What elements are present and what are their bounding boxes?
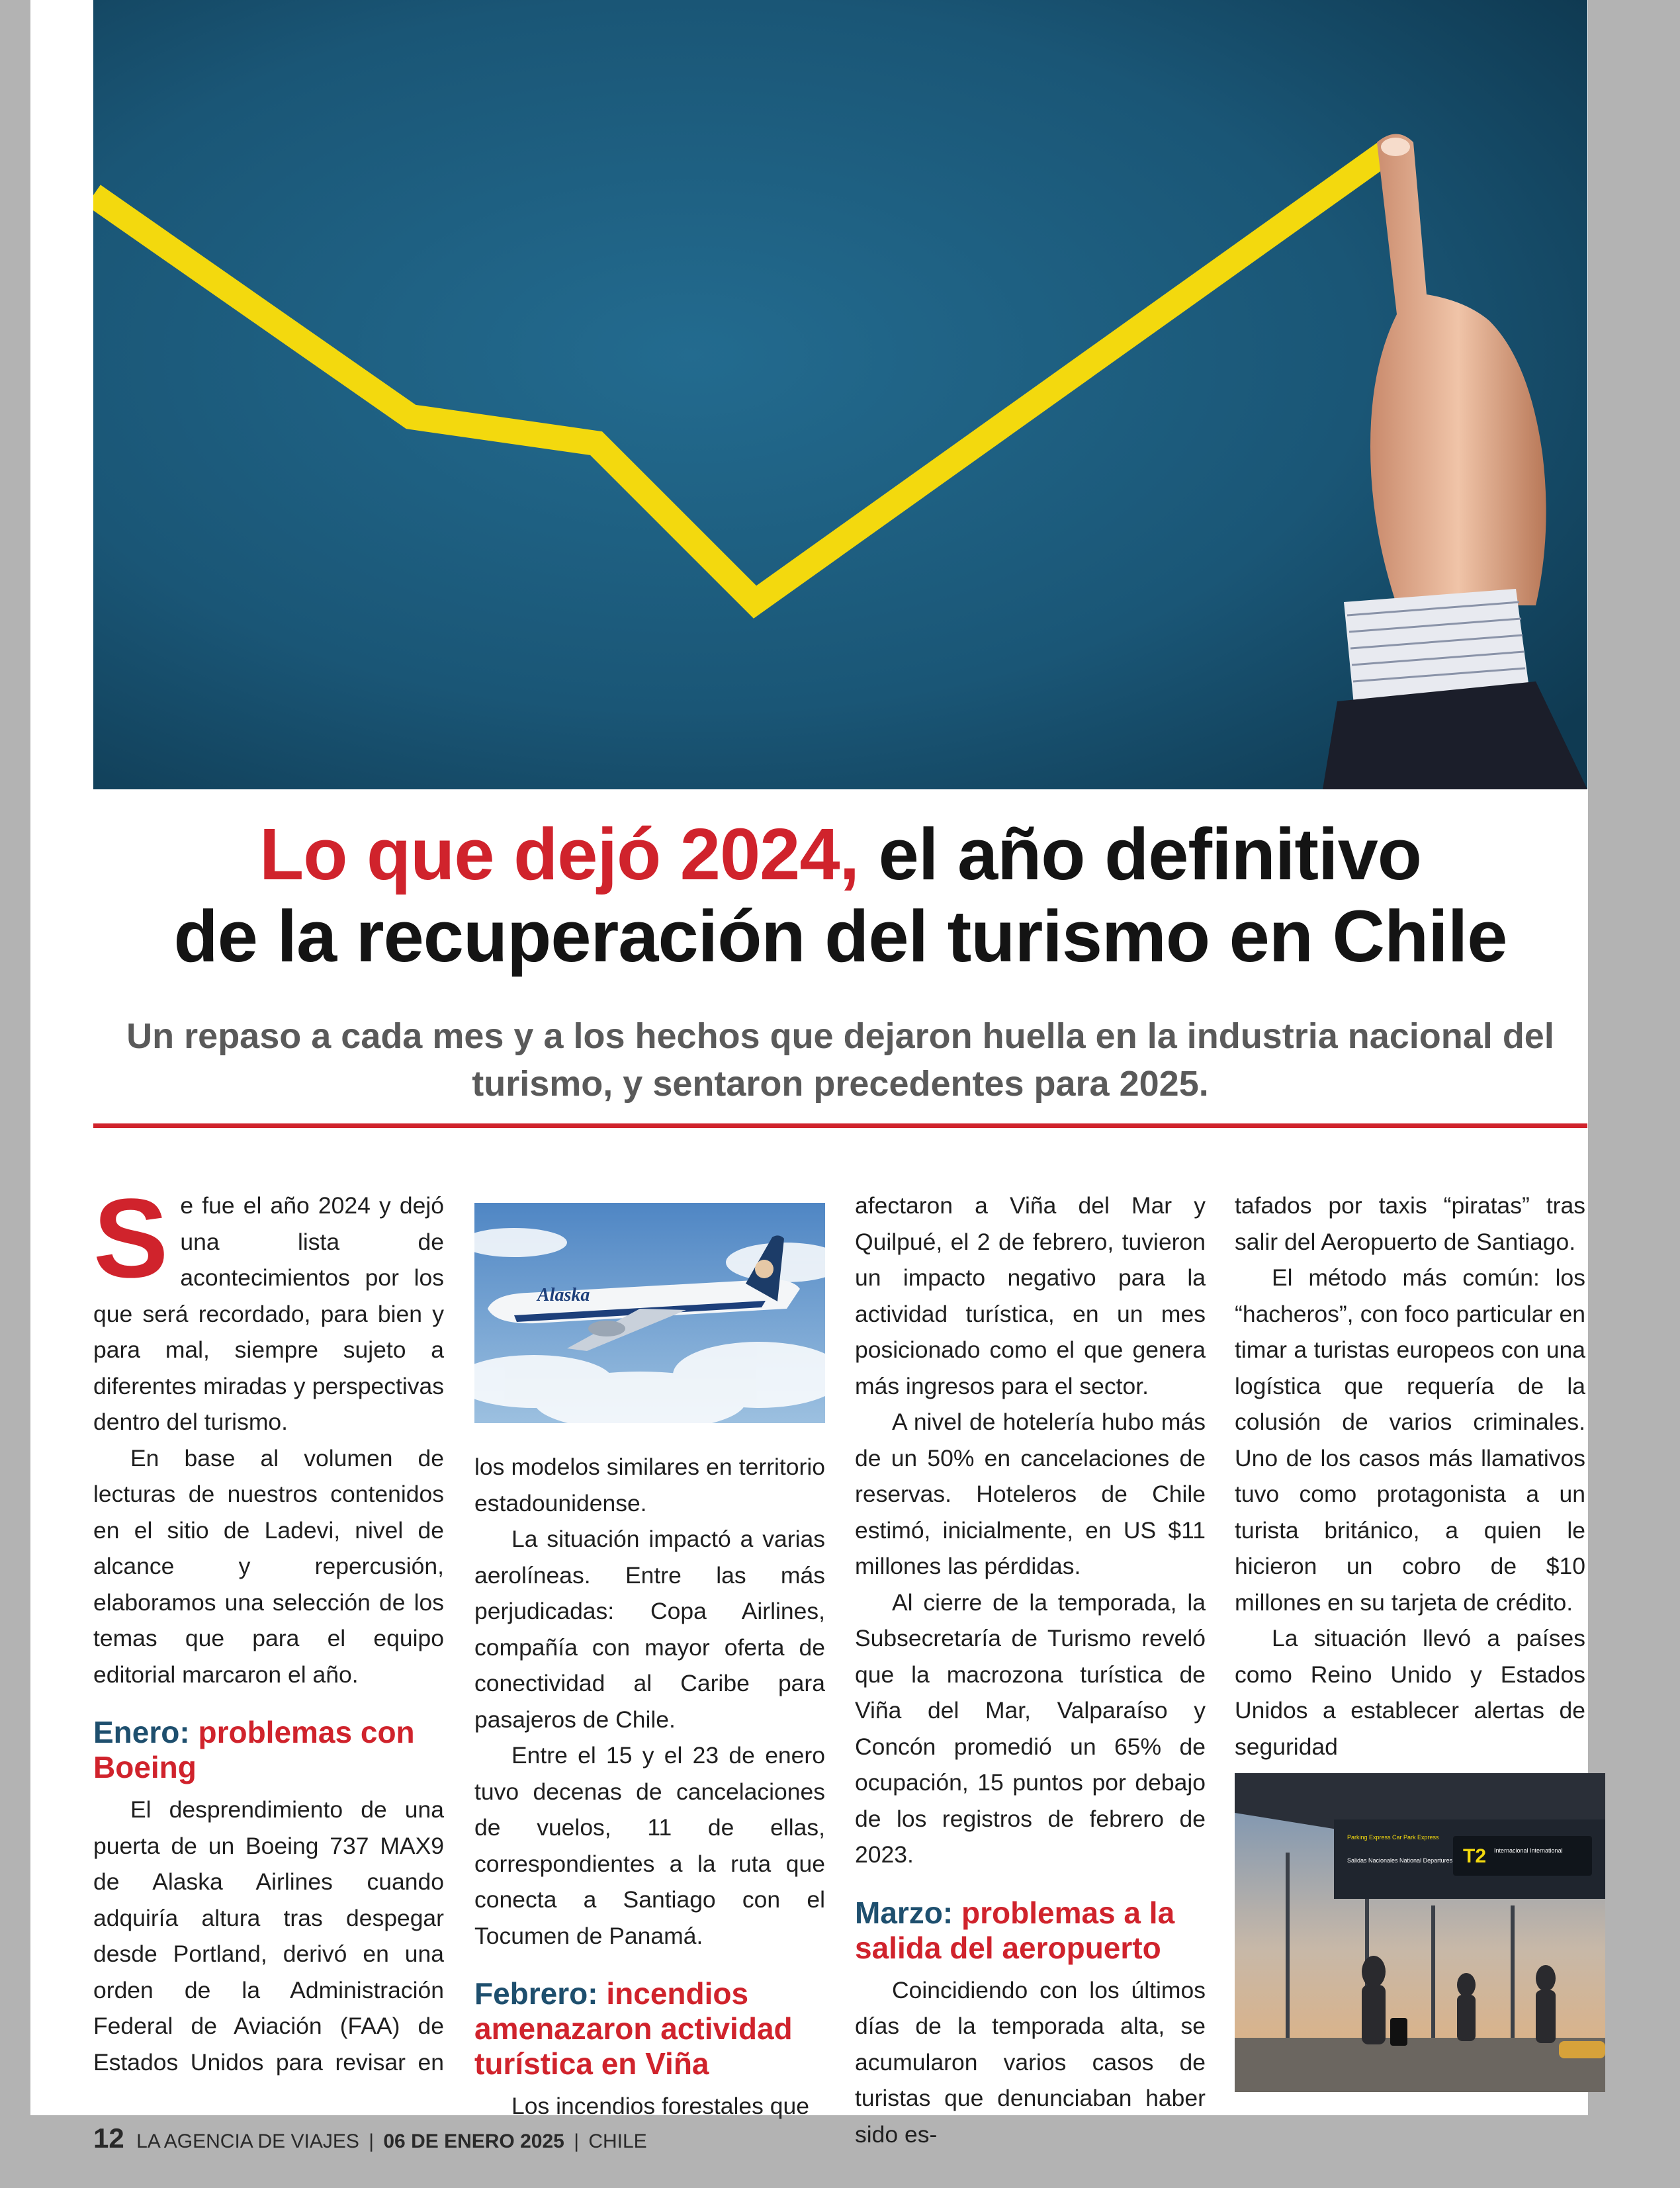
marzo-paragraph-3: La situación llevó a países como Reino Unido y Estados Unidos a establecer alertas de seguridad (1235, 1625, 1585, 1760)
enero-paragraph-1-continued: los modelos similares en territorio estadounidense. (474, 1454, 825, 1516)
febrero-paragraph-1-continued: afectaron a Viña del Mar y Quilpué, el 2 de febrero, tuvieron un impacto negativo para la actividad turística, en un mes posicionado como el que genera más ingresos para el sector. (855, 1192, 1206, 1399)
subheadline: Un repaso a cada mes y a los hechos que dejaron huella en la industria nacional del turismo, y sentaron precedentes para 2025. (126, 1016, 1554, 1104)
section-heading-marzo: Marzo: problemas a la salida del aeropuerto (855, 1895, 1175, 1965)
headline-divider (93, 1123, 1587, 1128)
enero-paragraph-3: Entre el 15 y el 23 de enero tuvo decenas de cancelaciones de vuelos, 11 de ellas, correspondientes a la ruta que conecta a Santiago con el Tocumen de Panamá. (474, 1742, 825, 1949)
terminal-sign-text: T2 (1463, 1845, 1487, 1867)
column-1 (93, 1176, 444, 2079)
departures-sign-text: Salidas Nacionales National Departures (1347, 1857, 1453, 1864)
section-heading-enero: Enero: problemas con Boeing (93, 1715, 415, 1784)
column-2 (474, 1449, 825, 2124)
edition-country: CHILE (588, 2130, 647, 2152)
marzo-paragraph-2: El método más común: los “hacheros”, con foco particular en timar a turistas europeos con una logística que requería de la colusión de varios criminales. Uno de los casos más llamativos tuvo como protagonista a un turista británico, a quien le hicieron un cobro de $10 millones en su tarjeta de crédito. (1235, 1264, 1585, 1616)
footer-separator: | (369, 2130, 375, 2152)
column-3 (855, 1188, 1206, 2152)
column-4 (1235, 1188, 1585, 1765)
airport-terminal-photo (1235, 1773, 1605, 2092)
issue-date: 06 DE ENERO 2025 (383, 2130, 564, 2152)
international-sign-text: Internacional International (1494, 1847, 1563, 1854)
headline-highlight: Lo que dejó 2024, (259, 814, 860, 895)
marzo-paragraph-1-continued: tafados por taxis “piratas” tras salir del Aeropuerto de Santiago. (1235, 1192, 1585, 1255)
headline-line-2: de la recuperación del turismo en Chile (173, 896, 1507, 977)
enero-paragraph-2: La situación impactó a varias aerolíneas. Entre las más perjudicadas: Copa Airlines, compañía con mayor oferta de conectividad al Caribe para pasajeros de Chile. (474, 1526, 825, 1733)
parking-sign-text: Parking Express Car Park Express (1347, 1834, 1439, 1841)
febrero-paragraph-1-start: Los incendios forestales que (511, 2093, 809, 2119)
intro-paragraph-2: En base al volumen de lecturas de nuestros contenidos en el sitio de Ladevi, nivel de alcance y repercusión, elaboramos una selección de los temas que para el equipo editorial marcaron el año. (93, 1444, 444, 1688)
headline (93, 814, 1587, 978)
footer-separator-2: | (574, 2130, 579, 2152)
hero-image (93, 0, 1587, 789)
alaska-airlines-plane-photo (474, 1203, 825, 1423)
headline-line-1: el año definitivo (859, 814, 1421, 895)
febrero-paragraph-2: A nivel de hotelería hubo más de un 50% en cancelaciones de reservas. Hoteleros de Chile estimó, inicialmente, en US $11 millones las pérdidas. (855, 1409, 1206, 1579)
page-footer (93, 2122, 647, 2155)
marzo-paragraph-1-start: Coincidiendo con los últimos días de la temporada alta, se acumularon varios casos de turistas que denunciaban haber sido es- (855, 1976, 1206, 2148)
enero-paragraph-1: El desprendimiento de una puerta de un Boeing 737 MAX9 de Alaska Airlines cuando adquiría altura tras despegar desde Portland, derivó en una orden de la Administración Federal de Aviación (FAA) de Estados Unidos para revisar en (93, 1796, 444, 2076)
publication-name: LA AGENCIA DE VIAJES (136, 2130, 359, 2152)
drop-cap: S (93, 1176, 169, 1301)
section-heading-febrero: Febrero: incendios amenazaron actividad turística en Viña (474, 1976, 793, 2081)
intro-paragraph: Se fue el año 2024 y dejó una lista de acontecimientos por los que será recordado, para bien y para mal, siempre sujeto a diferentes miradas y perspectivas dentro del turismo. (93, 1176, 444, 1435)
left-margin-band (0, 0, 30, 2188)
page-number: 12 (93, 2122, 124, 2154)
febrero-paragraph-3: Al cierre de la temporada, la Subsecretaría de Turismo reveló que la macrozona turística de Viña del Mar, Valparaíso y Concón promedió un 65% de ocupación, 15 puntos por debajo de los registros de febrero de 2023. (855, 1589, 1206, 1868)
plane-livery-text: Alaska (537, 1285, 590, 1305)
